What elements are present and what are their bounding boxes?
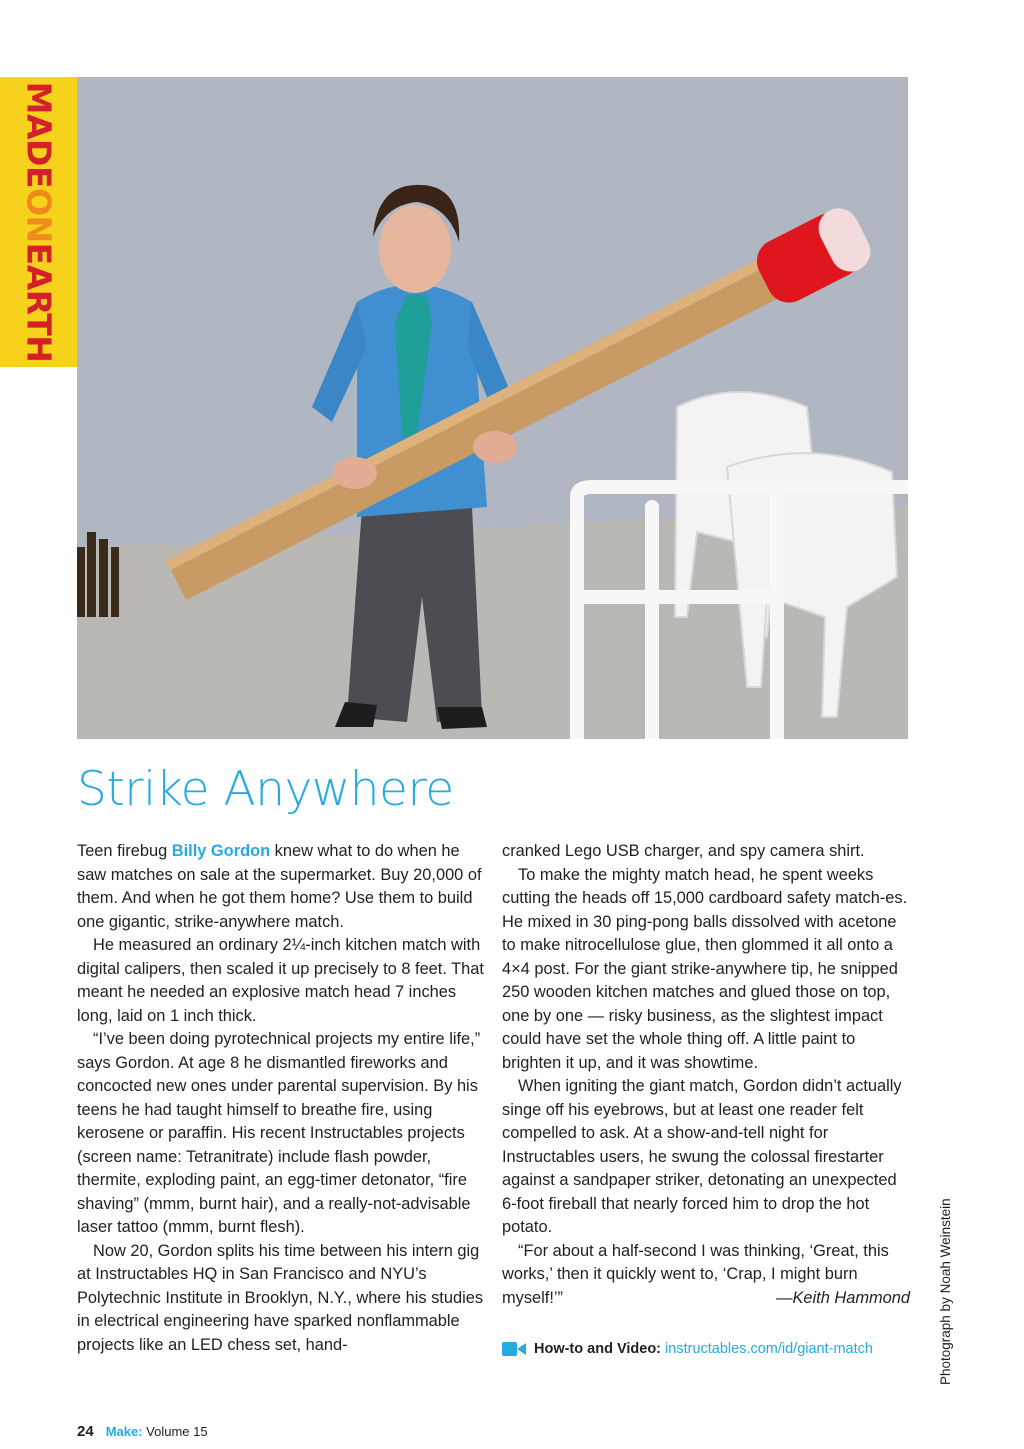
photo-illustration xyxy=(77,77,908,739)
article-headline: Strike Anywhere xyxy=(77,762,454,817)
photo-credit: Photograph by Noah Weinstein xyxy=(938,1198,953,1385)
quote-text: “For about a half-second I was thinking, ‘Great, this works,’ then it quickly went to, ‘Crap, I might burn myself!’” xyxy=(502,1241,889,1307)
paragraph-text: knew what to do when he saw matches on sale at the supermarket. Buy 20,000 of them. And when he got them home? Use them to build one gigantic, strike-anywhere match. xyxy=(77,842,482,931)
section-tab-earth: EARTH xyxy=(19,242,58,363)
lead-text: Teen firebug xyxy=(77,842,172,860)
paragraph: Now 20, Gordon splits his time between his intern gig at Instructables HQ in San Francisco and NYU’s Polytechnic Institute in Brooklyn, N.Y., where his studies in electrical engineering have sparked nonflammable projects like an LED chess set, hand- xyxy=(77,1241,484,1354)
howto-label: How-to and Video: xyxy=(534,1341,662,1357)
paragraph: “I’ve been doing pyrotechnical projects my entire life,” says Gordon. At age 8 he dismantled fireworks and concocted new ones under parental supervision. By his teens he had taught himself to breathe fire, using kerosene or paraffin. His recent Instructables projects (screen name: Tetranitrate) include flash powder, thermite, exploding paint, an egg-timer detonator, “fire shaving” (mmm, burnt hair), and a really-not-advisable laser tattoo (mmm, burnt flesh). xyxy=(77,1030,481,1236)
paragraph: When igniting the giant match, Gordon didn’t actually singe off his eyebrows, but at least one reader felt compelled to ask. At a show-and-tell night for Instructables users, he swung the colossal firestarter against a sandpaper striker, detonating an unexpected 6-foot fireball that nearly forced him to drop the hot potato. xyxy=(502,1077,902,1236)
paragraph: cranked Lego USB charger, and spy camera shirt. xyxy=(502,842,865,860)
byline: —Keith Hammond xyxy=(776,1288,910,1307)
body-column-left xyxy=(77,840,485,1357)
section-tab-on: ON xyxy=(19,188,58,243)
section-tab xyxy=(0,77,77,367)
howto-line xyxy=(502,1338,908,1364)
howto-link[interactable]: instructables.com/id/giant-match xyxy=(665,1341,873,1357)
page-footer xyxy=(77,1423,208,1440)
magazine-name: Make: xyxy=(105,1424,143,1439)
article-photo xyxy=(77,77,908,739)
video-camera-icon xyxy=(502,1341,526,1364)
section-tab-made: MADE xyxy=(19,81,58,189)
paragraph xyxy=(502,1240,910,1311)
volume-label: Volume 15 xyxy=(146,1424,208,1439)
page-number: 24 xyxy=(77,1423,94,1440)
paragraph: To make the mighty match head, he spent weeks cutting the heads off 15,000 cardboard safety match-es. He mixed in 30 ping-pong balls dissolved with acetone to make nitrocellulose glue, then glommed it all onto a 4×4 post. For the giant strike-anywhere tip, he snipped 250 wooden kitchen matches and glued those on top, one by one — risky business, as the slightest impact could have set the whole thing off. A little paint to brighten it up, and it was showtime. xyxy=(502,865,908,1072)
paragraph xyxy=(77,840,485,934)
author-name-highlight: Billy Gordon xyxy=(171,842,271,860)
body-column-right xyxy=(502,840,910,1310)
section-tab-label xyxy=(19,82,58,363)
paragraph: He measured an ordinary 2¼-inch kitchen match with digital calipers, then scaled it up precisely to 8 feet. That meant he needed an explosive match head 7 inches long, laid on 1 inch thick. xyxy=(77,936,484,1025)
